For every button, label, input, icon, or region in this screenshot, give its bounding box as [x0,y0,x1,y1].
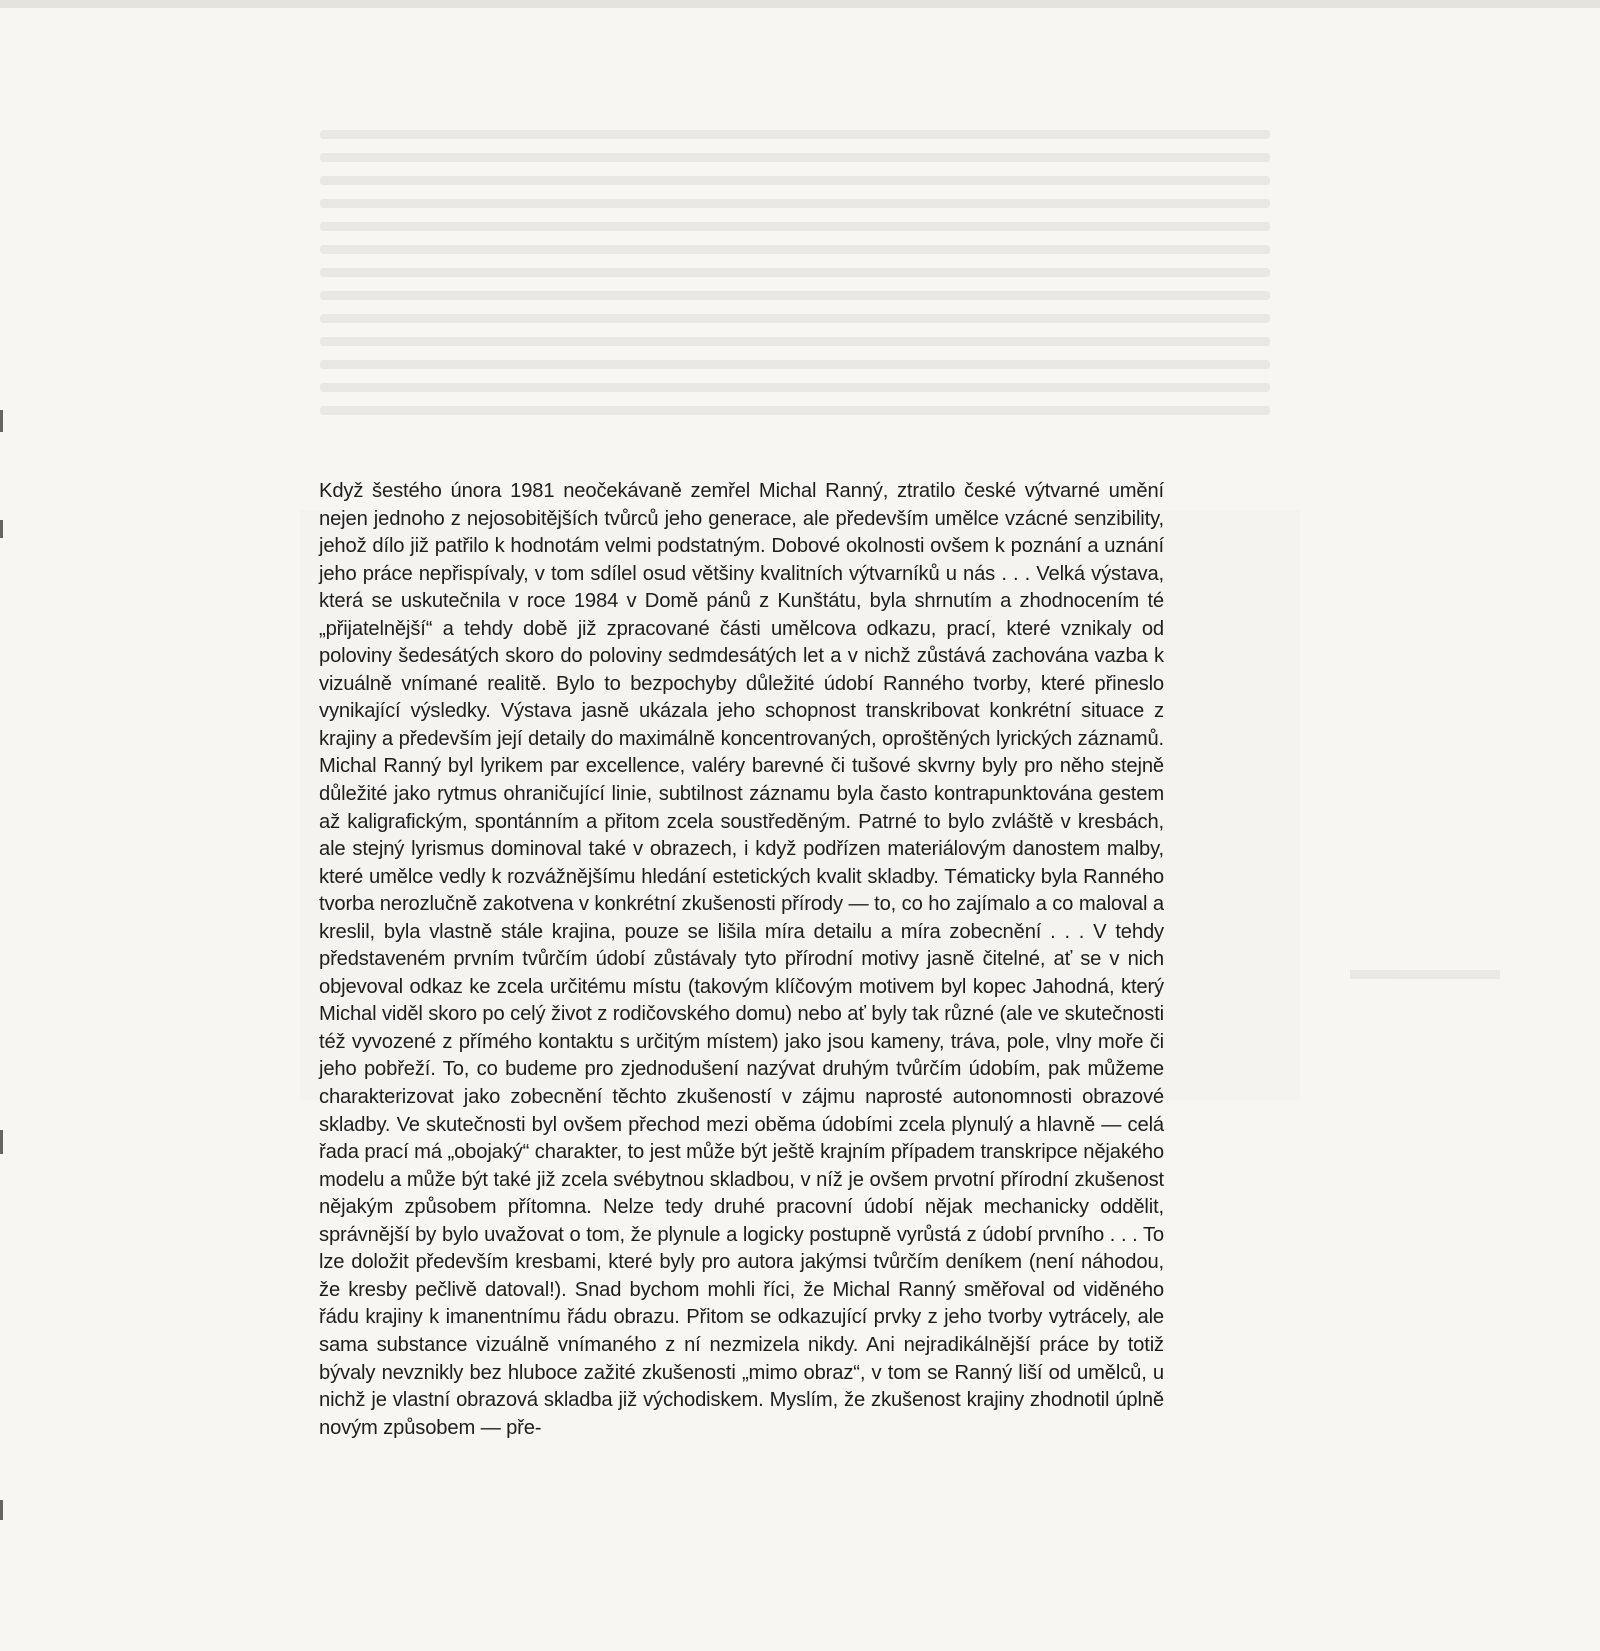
top-edge-shadow [0,0,1600,8]
binding-mark [0,410,3,432]
binding-mark [0,520,3,538]
binding-mark [0,1500,3,1520]
binding-mark [0,1130,3,1154]
article-body: Když šestého února 1981 neočekávaně zemřel Michal Ranný, ztratilo české výtvarné umění nejen jednoho z nejosobitějších tvůrců jeho generace, ale především umělce vzácné senzibility, jehož dílo již patřilo k hodnotám velmi podstatným. Dobové okolnosti ovšem k poznání a uznání jeho práce nepřispívaly, v tom sdílel osud většiny kvalitních výtvarníků u nás . . . Velká výstava, která se uskutečnila v roce 1984 v Domě pánů z Kunštátu, byla shrnutím a zhodnocením té „přijatelnější“ a tehdy době již zpracované části umělcova odkazu, prací, které vznikaly od poloviny šedesátých skoro do poloviny sedmdesátých let a v nichž zůstává zachována vazba k vizuálně vnímané realitě. Bylo to bezpochyby důležité údobí Ranného tvorby, které přineslo vynikající výsledky. Výstava jasně ukázala jeho schopnost transkribovat konkrétní situace z krajiny a především její detaily do maximálně koncentrovaných, oproštěných lyrických záznamů. Michal Ranný byl lyrikem par excellence, valéry barevné či tušové skvrny byly pro něho stejně důležité jako rytmus ohraničující linie, subtilnost záznamu byla často kontrapunktována gestem až kaligrafickým, spontánním a přitom zcela soustředěným. Patrné to bylo zvláště v kresbách, ale stejný lyrismus dominoval také v obrazech, i když podřízen materiálovým danostem malby, které umělce vedly k rozvážnějšímu hledání estetických kvalit skladby. Tématicky byla Ranného tvorba nerozlučně zakotvena v konkrétní zkušenosti přírody — to, co ho zajímalo a co maloval a kreslil, byla vlastně stále krajina, pouze se lišila míra detailu a míra zobecnění . . . V tehdy představeném prvním tvůrčím údobí zůstávaly tyto přírodní motivy jasně čitelné, ať se v nich objevoval odkaz ke zcela určitému místu (takovým klíčovým motivem byl kopec Jahodná, který Michal viděl skoro po celý život z rodičovského domu) nebo ať byly tak různé (ale ve skutečnosti též vyvozené z přímého kontaktu s určitým místem) jako jsou kameny, tráva, pole, vlny moře či jeho pobřeží. To, co budeme pro zjednodušení nazývat druhým tvůrčím údobím, pak můžeme charakterizovat jako zobecnění těchto zkušeností v zájmu naprosté autonomnosti obrazové skladby. Ve skutečnosti byl ovšem přechod mezi oběma údobími zcela plynulý a hlavně — celá řada prací má „obojaký“ charakter, to jest může být ještě krajním případem transkripce nějakého modelu a může být také již zcela svébytnou skladbou, v níž je ovšem prvotní přírodní zkušenost nějakým způsobem přítomna. Nelze tedy druhé pracovní údobí nějak mechanicky oddělit, správnější by bylo uvažovat o tom, že plynule a logicky postupně vyrůstá z údobí prvního . . . To lze doložit především kresbami, které byly pro autora jakýmsi tvůrčím deníkem (není náhodou, že kresby pečlivě datoval!). Snad bychom mohli říci, že Michal Ranný směřoval od viděného řádu krajiny k imanentnímu řádu obrazu. Přitom se odkazující prvky z jeho tvorby vytrácely, ale sama substance vizuálně vnímaného z ní nezmizela nikdy. Ani nejradikálnější práce by totiž bývaly nevznikly bez hluboce zažité zkušenosti „mimo obraz“, v tom se Ranný liší od umělců, u nichž je vlastní obrazová skladba již východiskem. Myslím, že zkušenost krajiny zhodnotil úplně novým způsobem — pře- [319,480,1164,1439]
